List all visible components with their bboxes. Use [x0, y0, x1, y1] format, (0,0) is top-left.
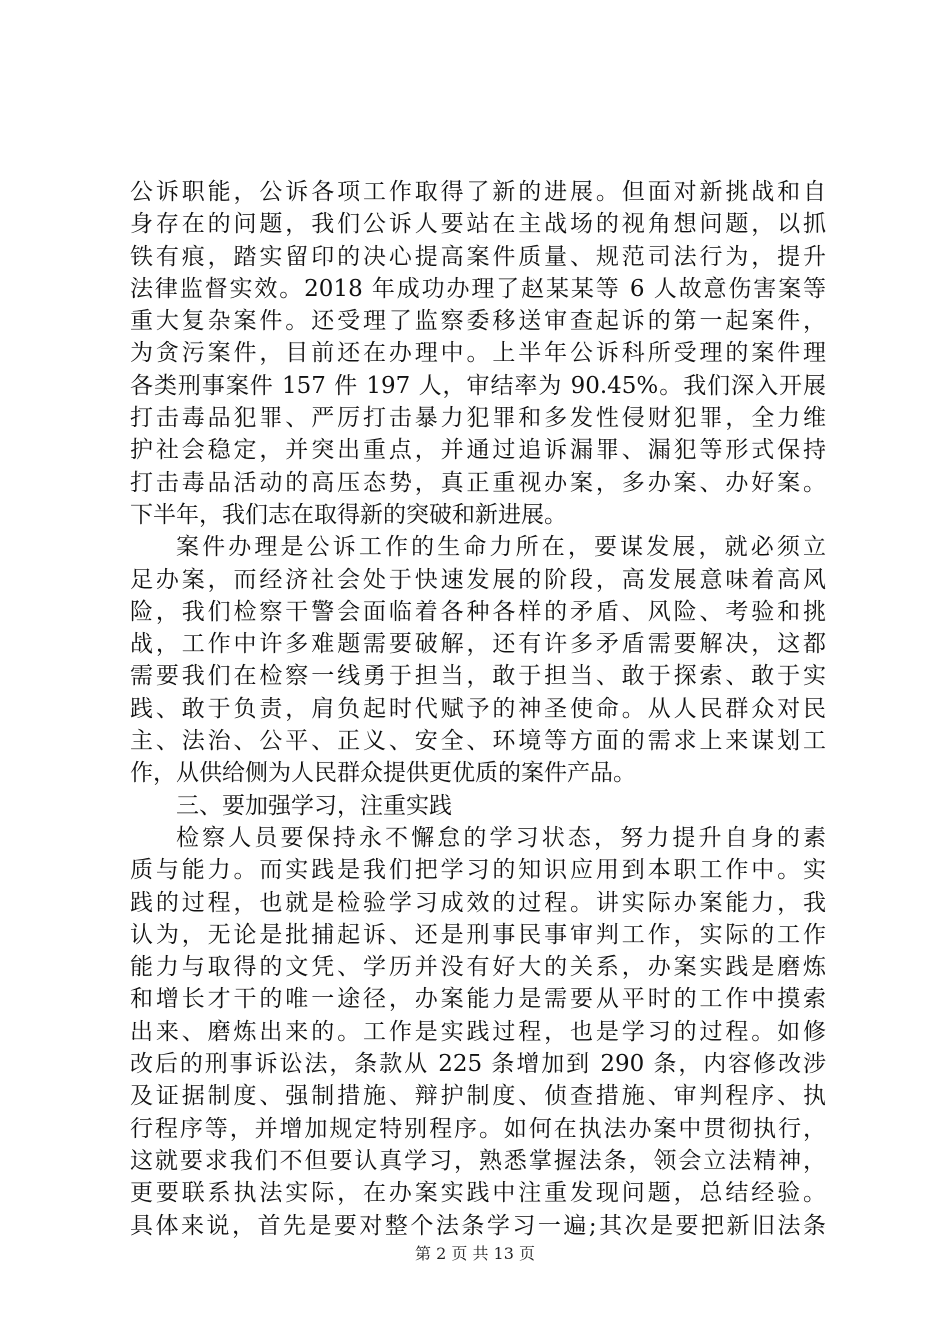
text-line: 质与能力。而实践是我们把学习的知识应用到本职工作中。实: [130, 857, 826, 884]
text-line: 各类刑事案件 157 件 197 人，审结率为 90.45%。我们深入开展: [130, 372, 826, 399]
text-line: 法律监督实效。2018 年成功办理了赵某某等 6 人故意伤害案等: [130, 275, 826, 302]
text-line: 更要联系执法实际，在办案实践中注重发现问题，总结经验。: [130, 1180, 826, 1207]
text-line: 身存在的问题，我们公诉人要站在主战场的视角想问题，以抓: [130, 211, 826, 238]
text-line: 这就要求我们不但要认真学习，熟悉掌握法条，领会立法精神，: [130, 1147, 826, 1174]
page-number: 第 2 页 共 13 页: [415, 1244, 535, 1263]
text-line: 及证据制度、强制措施、辩护制度、侦查措施、审判程序、执: [130, 1083, 826, 1110]
text-line: 足办案，而经济社会处于快速发展的阶段，高发展意味着高风: [130, 566, 826, 593]
text-line: 战，工作中许多难题需要破解，还有许多矛盾需要解决，这都: [130, 631, 826, 658]
text-line: 公诉职能，公诉各项工作取得了新的进展。但面对新挑战和自: [130, 179, 826, 205]
text-line: 能力与取得的文凭、学历并没有好大的关系，办案实践是磨炼: [130, 954, 826, 981]
text-line: 改后的刑事诉讼法，条款从 225 条增加到 290 条，内容修改涉: [130, 1051, 826, 1078]
text-line: 打击毒品犯罪、严厉打击暴力犯罪和多发性侵财犯罪，全力维: [130, 405, 826, 432]
text-line: 行程序等，并增加规定特别程序。如何在执法办案中贯彻执行，: [130, 1115, 826, 1142]
text-line: 险，我们检察干警会面临着各种各样的矛盾、风险、考验和挑: [130, 598, 826, 625]
text-line: 主、法治、公平、正义、安全、环境等方面的需求上来谋划工: [130, 728, 826, 755]
text-line: 具体来说，首先是要对整个法条学习一遍;其次是要把新旧法条: [130, 1212, 826, 1239]
document-body: [130, 176, 826, 1242]
text-line: 和增长才干的唯一途径，办案能力是需要从平时的工作中摸索: [130, 986, 826, 1013]
text-line: 检察人员要保持永不懈怠的学习状态，努力提升自身的素: [176, 824, 826, 851]
section-heading: 三、要加强学习，注重实践: [176, 792, 452, 819]
text-line: 认为，无论是批捕起诉、还是刑事民事审判工作，实际的工作: [130, 921, 826, 948]
text-line: 护社会稳定，并突出重点，并通过追诉漏罪、漏犯等形式保持: [130, 437, 826, 464]
text-line: 需要我们在检察一线勇于担当，敢于担当、敢于探索、敢于实: [130, 663, 826, 690]
text-line: 打击毒品活动的高压态势，真正重视办案，多办案、办好案。: [130, 469, 826, 496]
text-line: 出来、磨炼出来的。工作是实践过程，也是学习的过程。如修: [130, 1018, 826, 1045]
text-line: 铁有痕，踏实留印的决心提高案件质量、规范司法行为，提升: [130, 243, 826, 270]
text-line: 重大复杂案件。还受理了监察委移送审查起诉的第一起案件，: [130, 308, 826, 335]
text-line: 案件办理是公诉工作的生命力所在，要谋发展，就必须立: [176, 534, 826, 561]
text-line: 作，从供给侧为人民群众提供更优质的案件产品。: [130, 760, 636, 787]
text-line: 践、敢于负责，肩负起时代赋予的神圣使命。从人民群众对民: [130, 695, 826, 722]
text-line: 践的过程，也就是检验学习成效的过程。讲实际办案能力，我: [130, 889, 826, 916]
text-line: 下半年，我们志在取得新的突破和新进展。: [130, 501, 567, 528]
text-line: 为贪污案件，目前还在办理中。上半年公诉科所受理的案件理: [130, 340, 826, 367]
